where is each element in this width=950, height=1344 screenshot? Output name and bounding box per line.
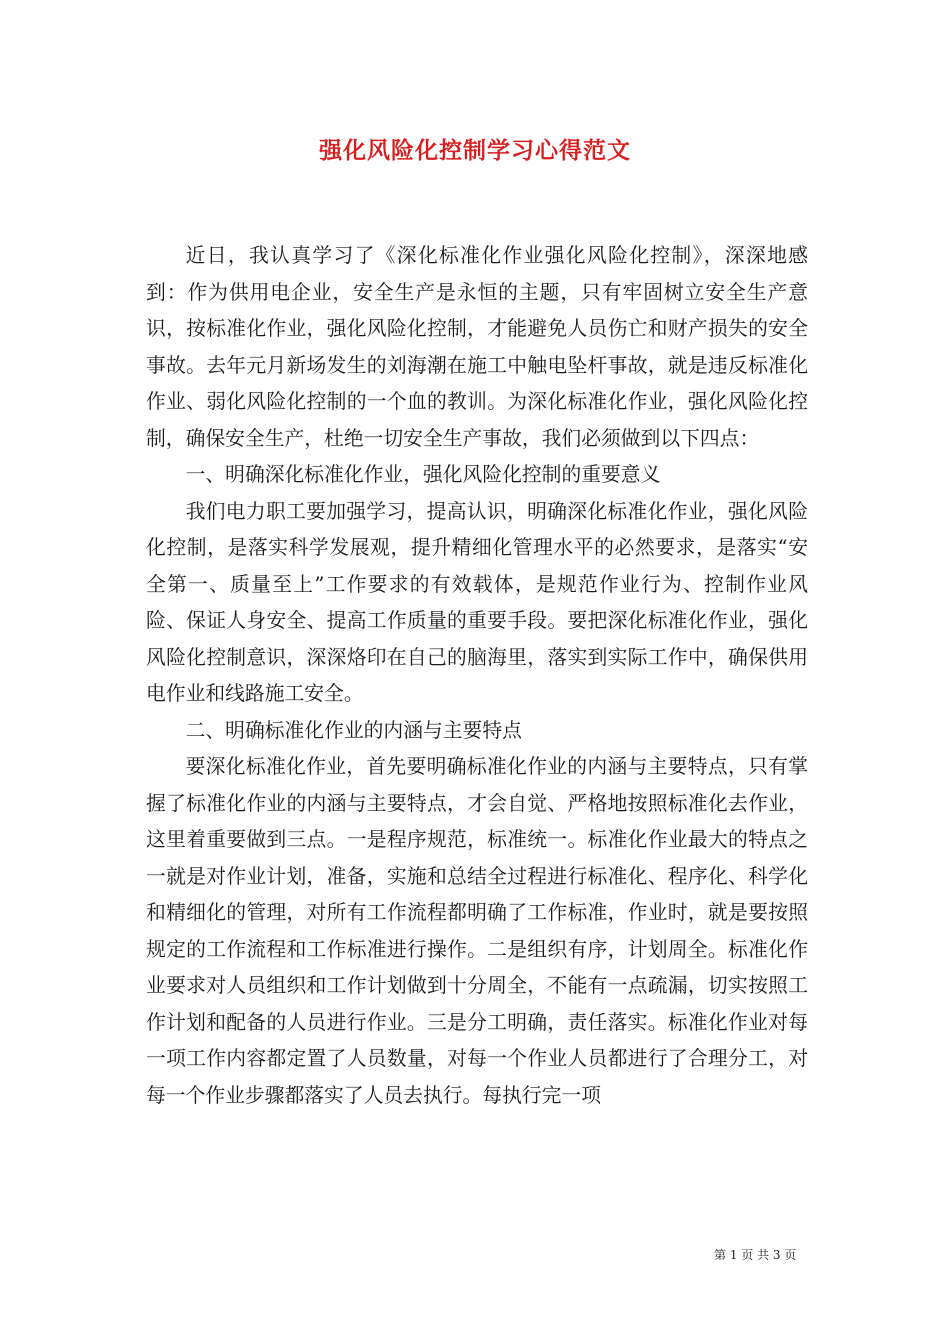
page-number-footer: 第 1 页 共 3 页 xyxy=(714,1248,797,1262)
section-heading-1: 一、明确深化标准化作业，强化风险化控制的重要意义 xyxy=(185,463,661,486)
intro-paragraph: 近日，我认真学习了《深化标准化作业强化风险化控制》，深深地感到：作为供用电企业，安全生产是永恒的主题，只有牢固树立安全生产意识，按标准化作业，强化风险化控制，才能避免人员伤亡和财产损失的安全事故。去年元月新场发生的刘海潮在施工中触电坠杆事故，就是违反标准化作业、弱化风险化控制的一个血的教训。为深化标准化作业，强化风险化控制，确保安全生产，杜绝一切安全生产事故，我们必须做到以下四点： xyxy=(146,244,808,450)
section-heading-2: 二、明确标准化作业的内涵与主要特点 xyxy=(185,718,522,742)
document-body xyxy=(146,238,808,1114)
section-paragraph-2: 要深化标准化作业，首先要明确标准化作业的内涵与主要特点，只有掌握了标准化作业的内涵与主要特点，才会自觉、严格地按照标准化去作业，这里着重要做到三点。一是程序规范，标准统一。标准化作业最大的特点之一就是对作业计划，准备，实施和总结全过程进行标准化、程序化、科学化和精细化的管理，对所有工作流程都明确了工作标准，作业时，就是要按照规定的工作流程和工作标准进行操作。二是组织有序，计划周全。标准化作业要求对人员组织和工作计划做到十分周全，不能有一点疏漏，切实按照工作计划和配备的人员进行作业。三是分工明确，责任落实。标准化作业对每一项工作内容都定置了人员数量，对每一个作业人员都进行了合理分工，对每一个作业步骤都落实了人员去执行。每执行完一项 xyxy=(146,755,808,1107)
section-paragraph-1: 我们电力职工要加强学习，提高认识，明确深化标准化作业，强化风险化控制，是落实科学发展观，提升精细化管理水平的必然要求，是落实“安全第一、质量至上”工作要求的有效载体，是规范作业行为、控制作业风险、保证人身安全、提高工作质量的重要手段。要把深化标准化作业，强化风险化控制意识，深深烙印在自己的脑海里，落实到实际工作中，确保供用电作业和线路施工安全。 xyxy=(146,499,808,705)
document-title: 强化风险化控制学习心得范文 xyxy=(319,137,631,164)
